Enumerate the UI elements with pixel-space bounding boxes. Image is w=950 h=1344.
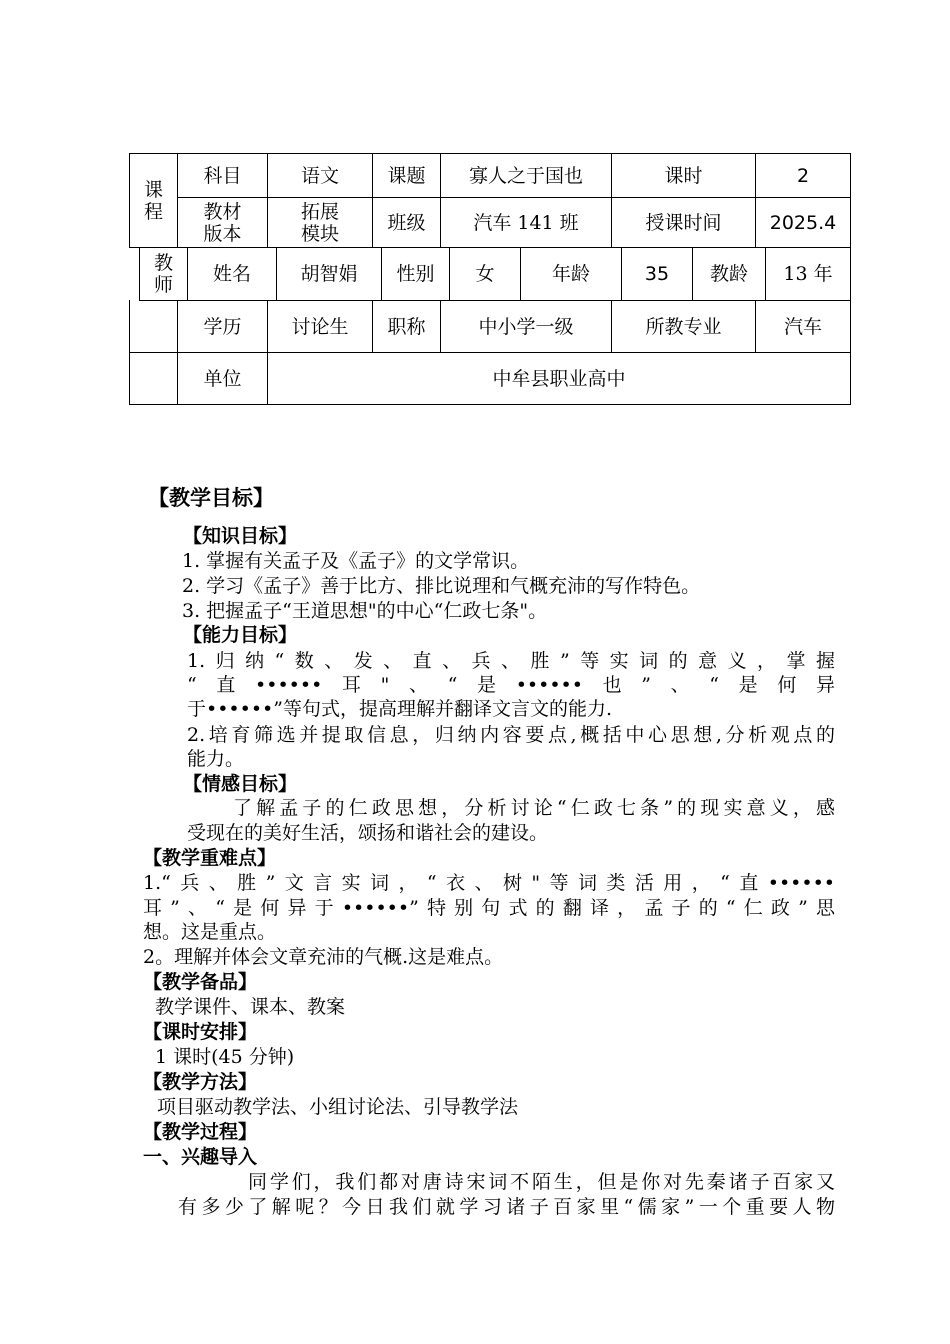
table-border [129, 404, 851, 405]
schedule-heading: 【课时安排】 [143, 1021, 258, 1043]
textbook-value: 拓展 模块 [300, 200, 339, 245]
gender-value: 女 [475, 263, 495, 285]
title-value: 中小学一级 [478, 315, 574, 338]
emotion-text: 了解孟子的仁政思想，分析讨论“仁政七条”的现实意义，感 [233, 797, 835, 819]
time-label: 授课时间 [645, 211, 722, 234]
hours-value: 2 [796, 164, 810, 187]
name-label: 姓名 [212, 263, 251, 285]
teacher-label: 教 师 [153, 252, 173, 296]
subject-value: 语文 [300, 164, 339, 187]
schedule-text: 1 课时(45 分钟) [155, 1046, 295, 1068]
topic-value: 寡人之于国也 [468, 164, 583, 187]
hours-label: 课时 [664, 164, 703, 187]
age-value: 35 [644, 263, 670, 285]
process-heading: 【教学过程】 [143, 1121, 258, 1143]
prep-text: 教学课件、课本、教案 [155, 996, 346, 1018]
ability-item: “直••••••耳"、“是••••••也”、“是何异 [187, 674, 835, 696]
subject-label: 科目 [203, 164, 242, 187]
key-point-item: 想。这是重点。 [143, 921, 277, 943]
ability-item: 于••••••”等句式，提高理解并翻译文言文的能力. [187, 698, 612, 720]
step1-heading: 一、兴趣导入 [143, 1146, 258, 1168]
class-value: 汽车 141 班 [473, 211, 579, 234]
knowledge-item: 1. 掌握有关孟子及《孟子》的文学常识。 [182, 550, 530, 572]
ability-heading: 【能力目标】 [183, 624, 298, 646]
textbook-label: 教材 版本 [203, 200, 242, 245]
major-label: 所教专业 [645, 315, 722, 338]
unit-value: 中牟县职业高中 [492, 367, 626, 390]
teach-age-label: 教龄 [709, 263, 748, 285]
ability-item: 1.归纳“数、发、直、兵、胜”等实词的意义，掌握 [187, 650, 835, 672]
emotion-heading: 【情感目标】 [183, 773, 298, 795]
gender-label: 性别 [396, 263, 435, 285]
education-value: 讨论生 [291, 315, 349, 338]
step1-text: 同学们，我们都对唐诗宋词不陌生，但是你对先秦诸子百家又 [248, 1171, 835, 1193]
method-text: 项目驱动教学法、小组讨论法、引导教学法 [157, 1096, 519, 1118]
table-border [129, 300, 130, 405]
ability-item: 能力。 [187, 748, 245, 770]
key-point-item: 2。理解并体会文章充沛的气概.这是难点。 [143, 946, 504, 968]
class-label: 班级 [387, 211, 426, 234]
table-border [850, 153, 851, 405]
major-value: 汽车 [783, 315, 822, 338]
time-value: 2025.4 [769, 211, 837, 234]
objectives-heading: 【教学目标】 [148, 486, 274, 510]
title-label: 职称 [387, 315, 426, 338]
method-heading: 【教学方法】 [143, 1071, 258, 1093]
age-label: 年龄 [551, 263, 590, 285]
key-point-item: 耳”、“是何异于••••••”特别句式的翻译，孟子的“仁政”思 [143, 897, 835, 919]
prep-heading: 【教学备品】 [143, 971, 258, 993]
course-label: 课 程 [143, 178, 163, 223]
ability-item: 2.培育筛选并提取信息，归纳内容要点,概括中心思想,分析观点的 [187, 724, 835, 746]
topic-label: 课题 [387, 164, 426, 187]
unit-label: 单位 [203, 367, 242, 390]
key-point-item: 1.“兵、胜”文言实词，“衣、树"等词类活用，“直•••••• [143, 872, 835, 894]
name-value: 胡智娟 [300, 263, 358, 285]
step1-text: 有多少了解呢？今日我们就学习诸子百家里“儒家”一个重要人物 [178, 1196, 835, 1218]
knowledge-heading: 【知识目标】 [183, 525, 298, 547]
emotion-text: 受现在的美好生活，颂扬和谐社会的建设。 [187, 822, 549, 844]
key-points-heading: 【教学重难点】 [143, 847, 277, 869]
education-label: 学历 [203, 315, 242, 338]
teach-age-value: 13 年 [783, 263, 833, 285]
knowledge-item: 2. 学习《孟子》善于比方、排比说理和气概充沛的写作特色。 [182, 575, 701, 597]
knowledge-item: 3. 把握孟子“王道思想"的中心“仁政七条"。 [182, 600, 548, 622]
